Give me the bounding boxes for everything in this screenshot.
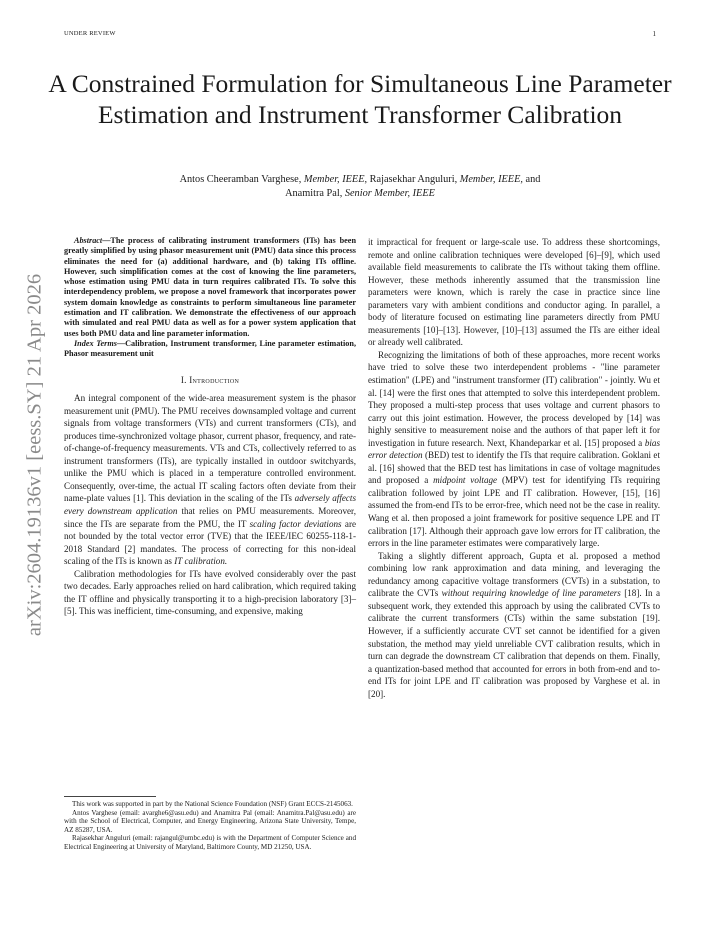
author-3-role: Senior Member, IEEE (344, 188, 435, 199)
index-terms (64, 339, 356, 360)
section-numeral: I. (180, 374, 190, 385)
left-column (64, 236, 356, 618)
arxiv-stamp (20, 255, 50, 655)
abstract-label: Abstract (74, 236, 103, 245)
right-p3-text-b: [18]. In a subsequent work, they extended this approach by using the calibrated CVTs to calibrate the current transformers (CTs) within the same substation [19]. However, if a sufficiently accurate CVT set cannot be identified for a given substation, the method may yield unreliable CVT calibration results, which in turn can degrade the downstream CT calibration that depends on them. Finally, a quantization-based method that accounted for errors in both from-end and to-end ITs for joint LPE and IT calibration was proposed by Varghese et al. in [20]. (368, 588, 660, 699)
section-heading-introduction (64, 374, 356, 387)
footnote-affiliation-umbc: Rajasekhar Anguluri (email: rajangul@umbc.edu) is with the Department of Computer Science and Electrical Engineering at University of Maryland, Baltimore County, MD 21250, USA. (64, 834, 356, 851)
right-p2-emphasis-1: bias error detection (368, 437, 660, 461)
author-3: Anamitra Pal, (285, 188, 345, 199)
right-p2-text-b: (BED) test to identify the ITs that require calibration. Goklani et al. [16] showed that the BED test has limitations in case of voltage magnitudes and proposed a (368, 450, 660, 486)
author-conjunction: and (522, 174, 541, 185)
right-paragraph-2 (368, 349, 660, 550)
right-p2-text-c: (MPV) test for identifying ITs requiring calibration followed by joint LPE and IT calibration. However, [15], [16] assumed the from-end ITs to be error-free, which need not be the case in reality. Wang et al. then proposed a joint framework for positive sequence LPE and IT calibration [17]. Although their approach gave low errors for IT calibration, the errors in the line parameter estimates were comparatively large. (368, 475, 660, 549)
author-2-role: Member, IEEE, (459, 174, 523, 185)
intro-p1-text-b: that relies on PMU measurements. Moreover, since the ITs are separate from the PMU, the IT (64, 506, 356, 529)
running-header: UNDER REVIEW (64, 30, 116, 37)
abstract-text: —The process of calibrating instrument transformers (ITs) has been greatly simplified by using phasor measurement unit (PMU) data since this process eliminates the need for (a) additional hardware, and (b) taking ITs offline. However, such simplification comes at the cost of knowing the line parameters, whose estimation using PMU data in turn requires calibrated ITs. To solve this interdependency problem, we propose a novel framework that incorporates power system domain knowledge as constraints to perform simultaneous line parameter estimation and IT calibration. We demonstrate the effectiveness of our approach with simulated and real PMU data as well as for a power system application that uses both PMU data and line parameter information. (64, 236, 356, 338)
intro-paragraph-1 (64, 392, 356, 568)
author-1: Antos Cheeramban Varghese, (179, 174, 304, 185)
intro-p1-emphasis-1: adversely affects every downstream application (64, 493, 356, 517)
page-number: 1 (652, 30, 656, 38)
index-terms-label: Index Terms (74, 338, 117, 348)
author-2: Rajasekhar Anguluri, (367, 174, 460, 185)
intro-p1-text-c: are not bounded by the total vector error (TVE) that the IEEE/IEC 60255-118-1-2018 Standard [2] mandates. The process of correcting for this non-ideal scaling of the ITs is known as (64, 518, 357, 567)
right-p3-text-a: Taking a slightly different approach, Gupta et al. proposed a method combining low rank approximation and data mining, and leveraging the redundancy among capacitive voltage transformers (CVTs) in a substation, to calibrate the CVTs (368, 550, 660, 599)
right-p2-text-a: Recognizing the limitations of both of these approaches, more recent works have tried to solve these two interdependent problems - "line parameter estimation" (LPE) and "instrument transformer (IT) calibration" - jointly. Wu et al. [14] were the first ones that attempted to solve this interdependent problem. They proposed a multi-step process that uses voltage and current phasors to carry out this joint estimation. However, the process developed by [14] was highly sensitive to measurement noise and the authors of that paper left it for investigation in future research. Next, Khandeparkar et al. [15] proposed a (368, 349, 660, 448)
footnote-rule (64, 796, 156, 797)
intro-p1-emphasis-3: IT calibration. (174, 556, 228, 567)
intro-p1-text-a: An integral component of the wide-area measurement system is the phasor measurement unit (PMU). The PMU receives downsampled voltage and current signals from voltage transformers (VTs) and current transformers (CTs), and produces time-synchronized voltage phasor, current phasor, frequency, and rate-of-change-of-frequency measurements. VTs and CTs, collectively referred to as instrument transformers (ITs), are typically installed in outdoor switchyards, unlike the PMU which is placed in a temperature controlled environment. Consequently, over-time, the actual IT scaling factors often deviate from their name-plate values [1]. This deviation in the scaling of the ITs (64, 393, 356, 504)
arxiv-stamp-text: arXiv:2604.19136v1 [eess.SY] 21 Apr 2026 (23, 273, 46, 637)
author-1-role: Member, IEEE, (303, 174, 368, 185)
section-title: Introduction (189, 374, 240, 385)
abstract (64, 236, 356, 339)
intro-paragraph-2: Calibration methodologies for ITs have evolved considerably over the past two decades. Early approaches relied on hard calibration, which required taking the IT offline and physically transporting it to a high-precision laboratory [3]–[5]. This was inefficient, time-consuming, and expensive, making (64, 568, 356, 617)
footnote-affiliation-asu: Antos Varghese (email: avarghe6@asu.edu) and Anamitra Pal (email: Anamitra.Pal@asu.edu) are with the School of Electrical, Computer, and Energy Engineering, Arizona State University, Tempe, AZ 85287, USA. (64, 808, 356, 834)
right-p3-emphasis-1: without requiring knowledge of line parameters (441, 588, 621, 599)
right-paragraph-3 (368, 550, 660, 701)
author-list (80, 173, 640, 201)
footnote-funding: This work was supported in part by the National Science Foundation (NSF) Grant ECCS-2145063. (72, 800, 353, 808)
right-column (368, 236, 660, 700)
footnotes (64, 796, 356, 852)
index-terms-text: —Calibration, Instrument transformer, Line parameter estimation, Phasor measurement unit (64, 338, 357, 359)
intro-p1-emphasis-2: scaling factor deviations (249, 518, 342, 529)
right-p2-emphasis-2: midpoint voltage (433, 475, 498, 486)
paper-title: A Constrained Formulation for Simultaneous Line Parameter Estimation and Instrument Transformer Calibration (48, 69, 672, 129)
right-paragraph-1: it impractical for frequent or large-scale use. To address these shortcomings, remote and online calibration techniques were developed [6]–[9], which used available field measurements to calibrate the ITs without taking them offline. However, these methods inherently assumed that the transmission line parameters were known, which is rarely the case in practice since line parameters vary with ambient conditions and conductor aging. In parallel, a body of literature focused on estimating line parameters directly from PMU measurements [10]–[13]. However, [10]–[13] assumed the ITs are either ideal or already well calibrated. (368, 237, 660, 348)
